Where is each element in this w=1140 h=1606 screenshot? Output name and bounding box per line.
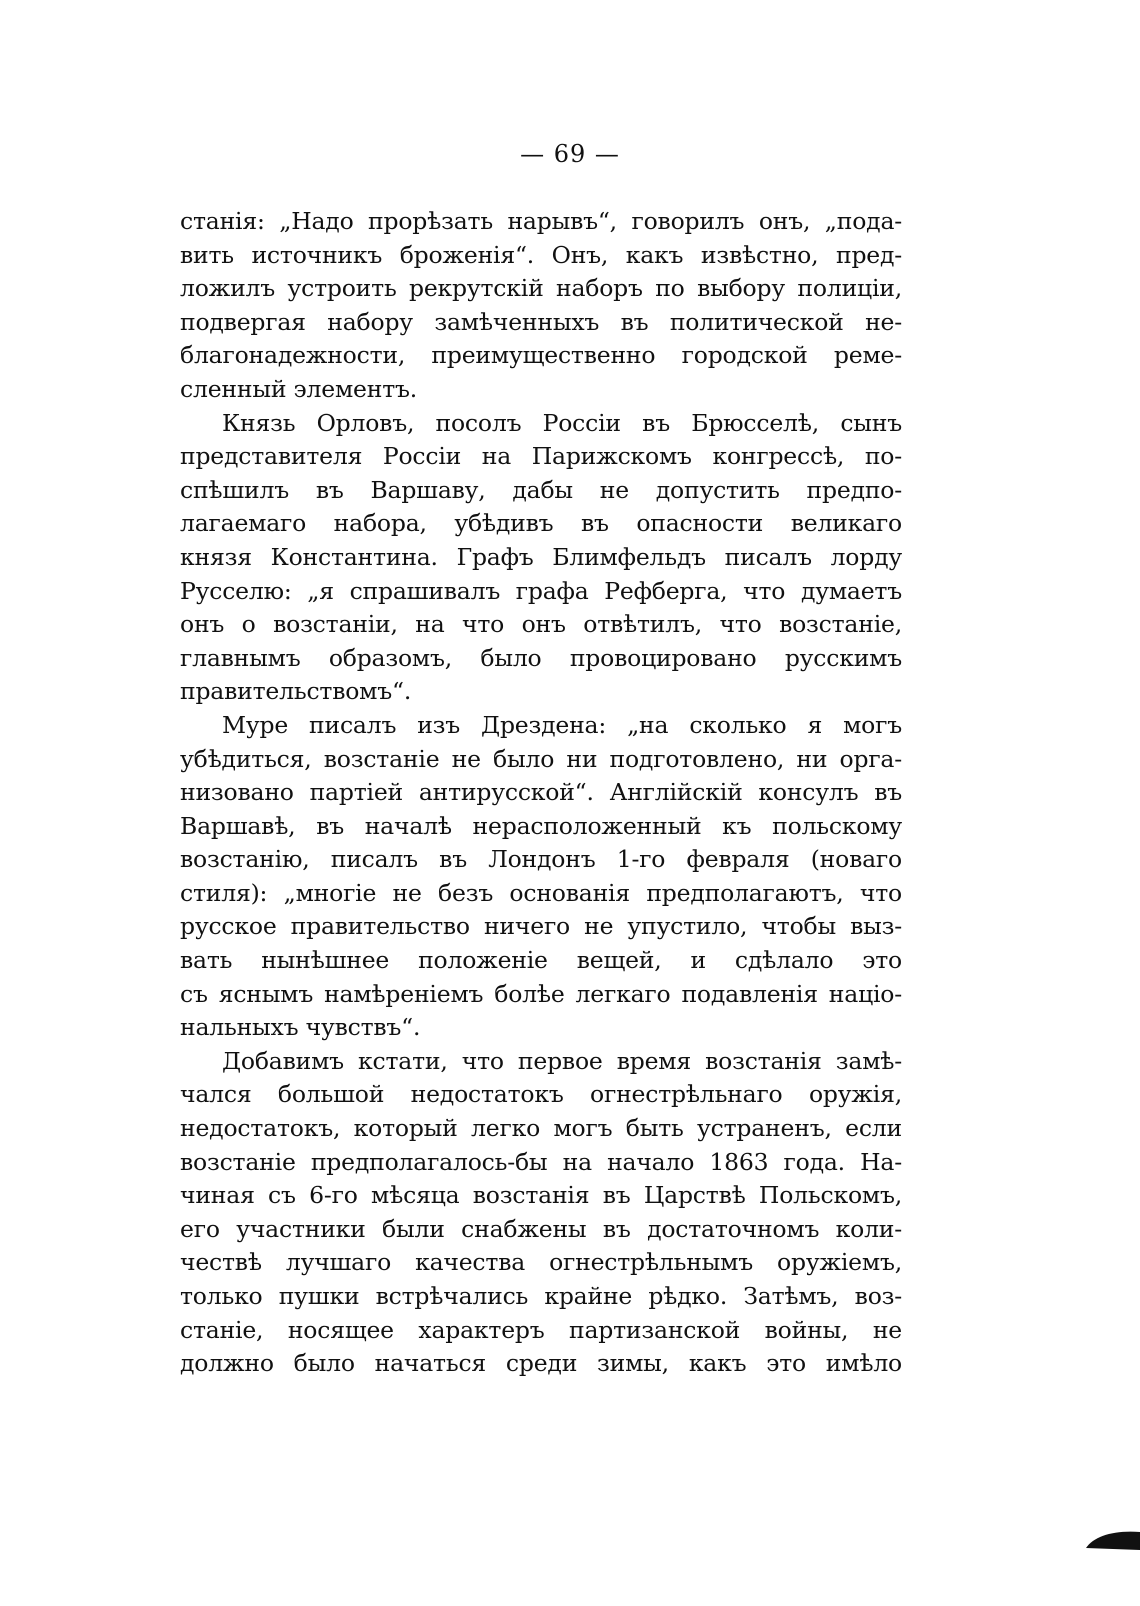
text-line: правительствомъ“.	[180, 677, 412, 706]
text-line: возстаніе предполагалось-бы на начало 1863 года. На-	[180, 1147, 902, 1176]
text-line: лагаемаго набора, убѣдивъ въ опасности великаго	[180, 509, 902, 538]
text-line: спѣшилъ въ Варшаву, дабы не допустить предпо-	[180, 475, 902, 504]
text-line: князя Константина. Графъ Блимфельдъ писалъ лорду	[180, 542, 902, 571]
text-line: вать нынѣшнее положеніе вещей, и сдѣлало это	[180, 946, 902, 975]
paragraph-3	[180, 709, 902, 1045]
text-line: подвергая набору замѣченныхъ въ политической не-	[180, 307, 902, 336]
paragraph-2	[180, 407, 902, 709]
text-line: низовано партіей антирусской“. Англійскій консулъ въ	[180, 778, 902, 807]
text-line: онъ о возстаніи, на что онъ отвѣтилъ, что возстаніе,	[180, 610, 902, 639]
paragraph-1	[180, 205, 902, 407]
text-line: ложилъ устроить рекрутскій наборъ по выбору полиціи,	[180, 274, 902, 303]
text-line: чался большой недостатокъ огнестрѣльнаго оружія,	[180, 1080, 902, 1109]
paragraph-4	[180, 1045, 902, 1381]
text-line: Добавимъ кстати, что первое время возстанія замѣ-	[222, 1046, 902, 1075]
page-number: — 69 —	[520, 140, 620, 168]
text-line: чествѣ лучшаго качества огнестрѣльнымъ оружіемъ,	[180, 1248, 902, 1277]
text-line: возстанію, писалъ въ Лондонъ 1-го февраля (новаго	[180, 845, 902, 874]
text-line: сленный элементъ.	[180, 374, 418, 403]
text-line: Муре писалъ изъ Дрездена: „на сколько я могъ	[222, 710, 902, 739]
text-line: русское правительство ничего не упустило, чтобы выз-	[180, 912, 902, 941]
text-line: убѣдиться, возстаніе не было ни подготовлено, ни орга-	[180, 744, 902, 773]
text-line: Князь Орловъ, посолъ Россіи въ Брюсселѣ, сынъ	[222, 408, 902, 437]
text-line: недостатокъ, который легко могъ быть устраненъ, если	[180, 1114, 902, 1143]
text-line: нальныхъ чувствъ“.	[180, 1013, 421, 1042]
text-line: Варшавѣ, въ началѣ нерасположенный къ польскому	[180, 811, 902, 840]
text-line: съ яснымъ намѣреніемъ болѣе легкаго подавленія націо-	[180, 979, 902, 1008]
scan-edge-mark	[1084, 1528, 1140, 1550]
text-line: главнымъ образомъ, было провоцировано русскимъ	[180, 643, 902, 672]
text-line: благонадежности, преимущественно городской реме-	[180, 341, 902, 370]
text-line: Русселю: „я спрашивалъ графа Рефберга, что думаетъ	[180, 576, 902, 605]
text-line: стиля): „многіе не безъ основанія предполагаютъ, что	[180, 878, 902, 907]
text-line: станіе, носящее характеръ партизанской войны, не	[180, 1315, 902, 1344]
text-line: представителя Россіи на Парижскомъ конгрессѣ, по-	[180, 442, 902, 471]
text-line: его участники были снабжены въ достаточномъ коли-	[180, 1214, 902, 1243]
text-line: только пушки встрѣчались крайне рѣдко. Затѣмъ, воз-	[180, 1282, 902, 1310]
text-line: чиная съ 6-го мѣсяца возстанія въ Царствѣ Польскомъ,	[180, 1181, 902, 1210]
text-line: вить источникъ броженія“. Онъ, какъ извѣстно, пред-	[180, 240, 902, 269]
body-text	[180, 205, 902, 1381]
text-line: должно было начаться среди зимы, какъ это имѣло	[180, 1349, 902, 1378]
text-line: станія: „Надо прорѣзать нарывъ“, говорилъ онъ, „пода-	[180, 207, 902, 235]
